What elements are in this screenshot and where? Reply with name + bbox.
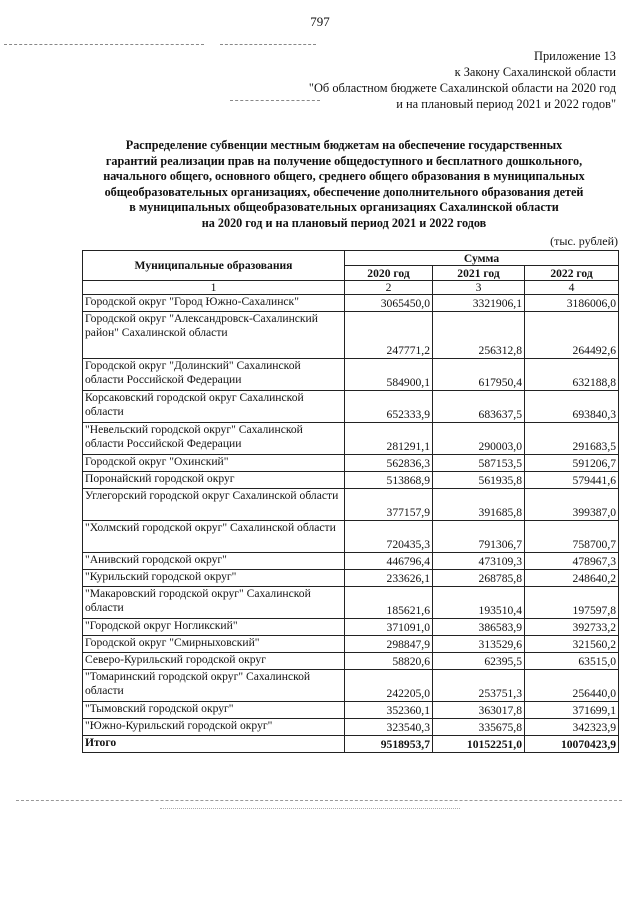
value-2020: 513868,9 [345,472,433,489]
value-2022: 371699,1 [525,702,619,719]
total-2020: 9518953,7 [345,736,433,753]
municipality-name: Городской округ "Александровск-Сахалинский район" Сахалинской области [83,312,345,359]
municipality-name: "Томаринский городской округ" Сахалинской области [83,670,345,702]
value-2022: 579441,6 [525,472,619,489]
value-2021: 253751,3 [433,670,525,702]
value-2022: 591206,7 [525,455,619,472]
value-2020: 298847,9 [345,636,433,653]
municipality-name: "Анивский городской округ" [83,553,345,570]
column-number: 3 [433,281,525,295]
value-2021: 473109,3 [433,553,525,570]
column-header-2021: 2021 год [433,266,525,281]
municipality-name: Северо-Курильский городской округ [83,653,345,670]
units-label: (тыс. рублей) [550,234,618,248]
municipality-name: "Городской округ Ногликский" [83,619,345,636]
value-2020: 652333,9 [345,391,433,423]
title-line: Распределение субвенции местным бюджетам на обеспечение государственных [125,138,563,152]
table-row [83,670,619,702]
municipality-name: "Невельский городской округ" Сахалинской области Российской Федерации [83,423,345,455]
value-2022: 321560,2 [525,636,619,653]
total-2022: 10070423,9 [525,736,619,753]
table-row [83,489,619,521]
scan-dash-line [230,100,320,101]
scan-dash-line [4,44,204,45]
value-2022: 3186006,0 [525,295,619,312]
municipality-name: Корсаковский городской округ Сахалинской области [83,391,345,423]
value-2021: 386583,9 [433,619,525,636]
municipality-name: "Холмский городской округ" Сахалинской области [83,521,345,553]
value-2020: 233626,1 [345,570,433,587]
value-2020: 185621,6 [345,587,433,619]
value-2022: 256440,0 [525,670,619,702]
title-line: на 2020 год и на плановый период 2021 и 2022 годов [201,215,487,230]
total-2021: 10152251,0 [433,736,525,753]
value-2020: 242205,0 [345,670,433,702]
value-2022: 758700,7 [525,521,619,553]
table-row [83,653,619,670]
table-row [83,391,619,423]
municipality-name: Городской округ "Город Южно-Сахалинск" [83,295,345,312]
municipality-name: Поронайский городской округ [83,472,345,489]
value-2021: 268785,8 [433,570,525,587]
value-2020: 562836,3 [345,455,433,472]
municipality-name: "Тымовский городской округ" [83,702,345,719]
column-number-row [83,281,619,295]
value-2020: 352360,1 [345,702,433,719]
value-2020: 720435,3 [345,521,433,553]
table-row [83,587,619,619]
table-row [83,553,619,570]
table-row [83,636,619,653]
appendix-header [309,48,616,112]
value-2020: 3065450,0 [345,295,433,312]
value-2022: 248640,2 [525,570,619,587]
municipality-name: "Макаровский городской округ" Сахалинской области [83,587,345,619]
column-header-2020: 2020 год [345,266,433,281]
column-number: 1 [83,281,345,295]
value-2020: 281291,1 [345,423,433,455]
value-2021: 363017,8 [433,702,525,719]
column-header-municipality: Муниципальные образования [83,251,345,281]
appendix-line: и на плановый период 2021 и 2022 годов" [396,97,616,111]
column-number: 2 [345,281,433,295]
value-2022: 399387,0 [525,489,619,521]
total-label: Итого [83,736,345,753]
value-2022: 632188,8 [525,359,619,391]
value-2021: 313529,6 [433,636,525,653]
value-2021: 683637,5 [433,391,525,423]
table-row [83,472,619,489]
value-2020: 371091,0 [345,619,433,636]
table-row [83,455,619,472]
scan-dash-line [220,44,316,45]
municipality-name: Городской округ "Охинский" [83,455,345,472]
value-2022: 264492,6 [525,312,619,359]
municipality-name: Углегорский городской округ Сахалинской области [83,489,345,521]
value-2020: 323540,3 [345,719,433,736]
value-2022: 693840,3 [525,391,619,423]
column-number: 4 [525,281,619,295]
value-2021: 617950,4 [433,359,525,391]
value-2022: 291683,5 [525,423,619,455]
table-row [83,423,619,455]
table-row [83,359,619,391]
total-row [83,736,619,753]
municipality-name: "Южно-Курильский городской округ" [83,719,345,736]
column-header-sum: Сумма [345,251,619,266]
municipality-name: Городской округ "Долинский" Сахалинской области Российской Федерации [83,359,345,391]
appendix-line: Приложение 13 [534,49,616,63]
title-line: гарантий реализации прав на получение общедоступного и бесплатного дошкольного, [105,153,583,168]
value-2022: 392733,2 [525,619,619,636]
table-row [83,619,619,636]
value-2022: 342323,9 [525,719,619,736]
value-2021: 391685,8 [433,489,525,521]
document-title [70,138,618,231]
page-number: 797 [310,14,330,29]
value-2020: 584900,1 [345,359,433,391]
scan-dash-line [16,800,622,801]
table-row [83,702,619,719]
value-2021: 193510,4 [433,587,525,619]
table-row [83,570,619,587]
table-row [83,521,619,553]
subvention-table [82,250,619,753]
value-2021: 561935,8 [433,472,525,489]
title-line: общеобразовательных организациях, обеспечение дополнительного образования детей [104,184,584,199]
table-row [83,312,619,359]
value-2021: 791306,7 [433,521,525,553]
title-line: начального общего, основного общего, среднего общего образования в муниципальных [103,169,585,183]
value-2021: 587153,5 [433,455,525,472]
value-2020: 58820,6 [345,653,433,670]
table-row [83,719,619,736]
value-2022: 197597,8 [525,587,619,619]
value-2021: 290003,0 [433,423,525,455]
value-2021: 62395,5 [433,653,525,670]
scan-dash-line [160,808,460,809]
municipality-name: "Курильский городской округ" [83,570,345,587]
value-2021: 335675,8 [433,719,525,736]
value-2020: 446796,4 [345,553,433,570]
value-2020: 247771,2 [345,312,433,359]
municipality-name: Городской округ "Смирныховский" [83,636,345,653]
column-header-2022: 2022 год [525,266,619,281]
appendix-line: к Закону Сахалинской области [454,65,616,79]
value-2021: 256312,8 [433,312,525,359]
title-line: в муниципальных общеобразовательных организациях Сахалинской области [129,200,559,214]
value-2022: 63515,0 [525,653,619,670]
value-2020: 377157,9 [345,489,433,521]
value-2022: 478967,3 [525,553,619,570]
appendix-line: "Об областном бюджете Сахалинской области на 2020 год [308,81,616,95]
value-2021: 3321906,1 [433,295,525,312]
table-row [83,295,619,312]
